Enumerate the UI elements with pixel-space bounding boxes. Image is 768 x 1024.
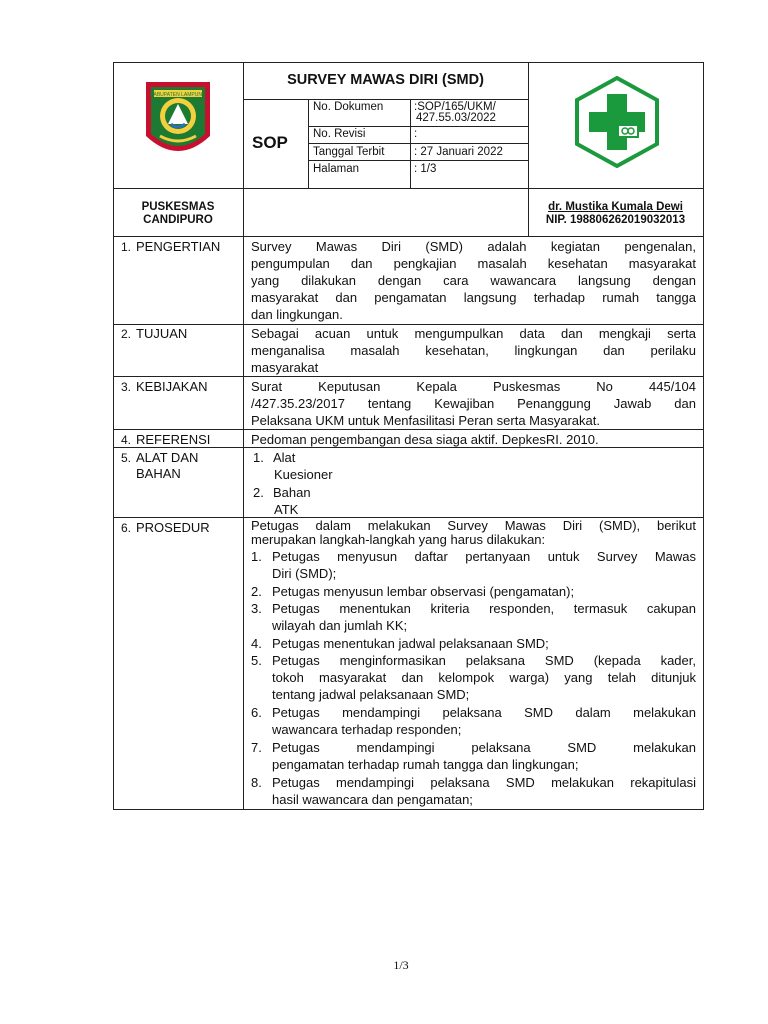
sop-label: SOP: [252, 133, 288, 152]
meta-value-doc-number-2: 427.55.03/2022: [416, 112, 496, 124]
section-4-number: 4.: [121, 433, 132, 447]
step-line: Petugas mendampingi pelaksana SMD melakukan: [272, 740, 696, 755]
step-line: pengamatan terhadap rumah tangga dan lingkungan;: [272, 757, 579, 772]
section-6-intro: [251, 519, 696, 547]
section-5-title-line-1: ALAT DAN: [136, 450, 199, 465]
list-item-sub: ATK: [274, 502, 299, 517]
signer-nip: NIP. 198806262019032013: [545, 214, 686, 226]
step-number: 2.: [251, 584, 262, 599]
section-6-intro-line: merupakan langkah-langkah yang harus dilakukan:: [251, 532, 546, 547]
meta-value-page: : 1/3: [414, 163, 437, 175]
page-number: 1/3: [393, 958, 409, 972]
step-text: Petugas menyusun lembar observasi (pengamatan);: [272, 584, 575, 599]
step-text: [272, 652, 696, 703]
section-4-title: REFERENSI: [136, 432, 211, 447]
section-2-line: menganalisa masalah kesehatan, lingkungan dan perilaku: [251, 343, 696, 358]
step-line: Petugas menyusun daftar pertanyaan untuk Survey Mawas: [272, 549, 696, 564]
section-2-body: [251, 325, 696, 376]
meta-label-issue-date: Tanggal Terbit: [313, 146, 385, 158]
meta-value-revision: :: [414, 128, 418, 140]
puskesmas-logo-icon: [573, 76, 661, 168]
org-name-line-1: PUSKESMAS: [141, 201, 215, 213]
list-item-number: 2.: [253, 485, 264, 500]
section-4-body: Pedoman pengembangan desa siaga aktif. DepkesRI. 2010.: [251, 432, 599, 447]
step-number: 8.: [251, 775, 262, 790]
step-line: wawancara terhadap responden;: [272, 722, 462, 737]
meta-value-issue-date: : 27 Januari 2022: [414, 146, 503, 158]
svg-text:KABUPATEN LAMPUNG: KABUPATEN LAMPUNG: [150, 92, 206, 98]
signer-name: dr. Mustika Kumala Dewi: [548, 201, 683, 213]
step-line: hasil wawancara dan pengamatan;: [272, 792, 473, 807]
step-number: 1.: [251, 549, 262, 564]
list-item-label: Bahan: [273, 485, 311, 500]
step-number: 4.: [251, 636, 262, 651]
step-text: [272, 774, 696, 808]
section-1-line: dan lingkungan.: [251, 307, 343, 322]
section-3-line: /427.35.23/2017 tentang Kewajiban Penanggung Jawab dan: [251, 396, 696, 411]
section-2-line: Sebagai acuan untuk mengumpulkan data dan mengkaji serta: [251, 326, 696, 341]
section-1-line: Survey Mawas Diri (SMD) adalah kegiatan pengenalan,: [251, 239, 696, 254]
list-item-sub: Kuesioner: [274, 467, 333, 482]
section-5-title-line-2: BAHAN: [136, 466, 181, 481]
meta-label-page: Halaman: [313, 163, 360, 175]
section-3-line: Surat Keputusan Kepala Puskesmas No 445/104: [251, 379, 696, 394]
section-1-line: masyarakat dan pengamatan langsung terhadap rumah tangga: [251, 290, 696, 305]
step-text: [272, 739, 696, 773]
section-2-title: TUJUAN: [136, 326, 188, 341]
section-3-body: [251, 378, 696, 429]
meta-value-doc-number-1: :SOP/165/UKM/: [414, 101, 496, 113]
section-6-number: 6.: [121, 521, 132, 535]
section-6-intro-line: Petugas dalam melakukan Survey Mawas Diri (SMD), berikut: [251, 518, 696, 533]
section-1-title: PENGERTIAN: [136, 239, 221, 254]
step-text: [272, 600, 696, 634]
document-title: SURVEY MAWAS DIRI (SMD): [287, 72, 484, 88]
step-number: 7.: [251, 740, 262, 755]
section-3-number: 3.: [121, 380, 132, 394]
step-line: Diri (SMD);: [272, 566, 337, 581]
step-text: [272, 548, 696, 582]
step-number: 6.: [251, 705, 262, 720]
section-1-body: [251, 238, 696, 323]
list-item-label: Alat: [273, 450, 296, 465]
org-name-line-2: CANDIPURO: [143, 214, 213, 226]
section-6-title: PROSEDUR: [136, 520, 210, 535]
step-text: [272, 704, 696, 738]
step-line: Petugas mendampingi pelaksana SMD dalam melakukan: [272, 705, 696, 720]
step-line: tentang jadwal pelaksanaan SMD;: [272, 687, 470, 702]
step-line: tokoh masyarakat dan kelompok warga) yang telah ditunjuk: [272, 670, 696, 685]
section-1-line: yang dilakukan dengan cara wawancara langsung dengan: [251, 273, 696, 288]
step-line: wilayah dan jumlah KK;: [272, 618, 408, 633]
section-3-title: KEBIJAKAN: [136, 379, 208, 394]
step-number: 3.: [251, 601, 262, 616]
step-line: Petugas mendampingi pelaksana SMD melakukan rekapitulasi: [272, 775, 696, 790]
step-line: Petugas menginformasikan pelaksana SMD (kepada kader,: [272, 653, 696, 668]
regency-emblem-icon: [142, 76, 214, 164]
section-1-line: pengumpulan dan pengkajian masalah kesehatan masyarakat: [251, 256, 696, 271]
step-number: 5.: [251, 653, 262, 668]
section-2-line: masyarakat: [251, 360, 319, 375]
list-item-number: 1.: [253, 450, 264, 465]
meta-label-revision: No. Revisi: [313, 128, 366, 140]
step-line: Petugas menentukan kriteria responden, termasuk cakupan: [272, 601, 696, 616]
section-3-line: Pelaksana UKM untuk Menfasilitasi Peran serta Masyarakat.: [251, 413, 600, 428]
section-2-number: 2.: [121, 327, 132, 341]
section-1-number: 1.: [121, 240, 132, 254]
step-text: Petugas menentukan jadwal pelaksanaan SMD;: [272, 636, 549, 651]
meta-label-doc-number: No. Dokumen: [313, 101, 384, 113]
section-5-number: 5.: [121, 451, 132, 465]
